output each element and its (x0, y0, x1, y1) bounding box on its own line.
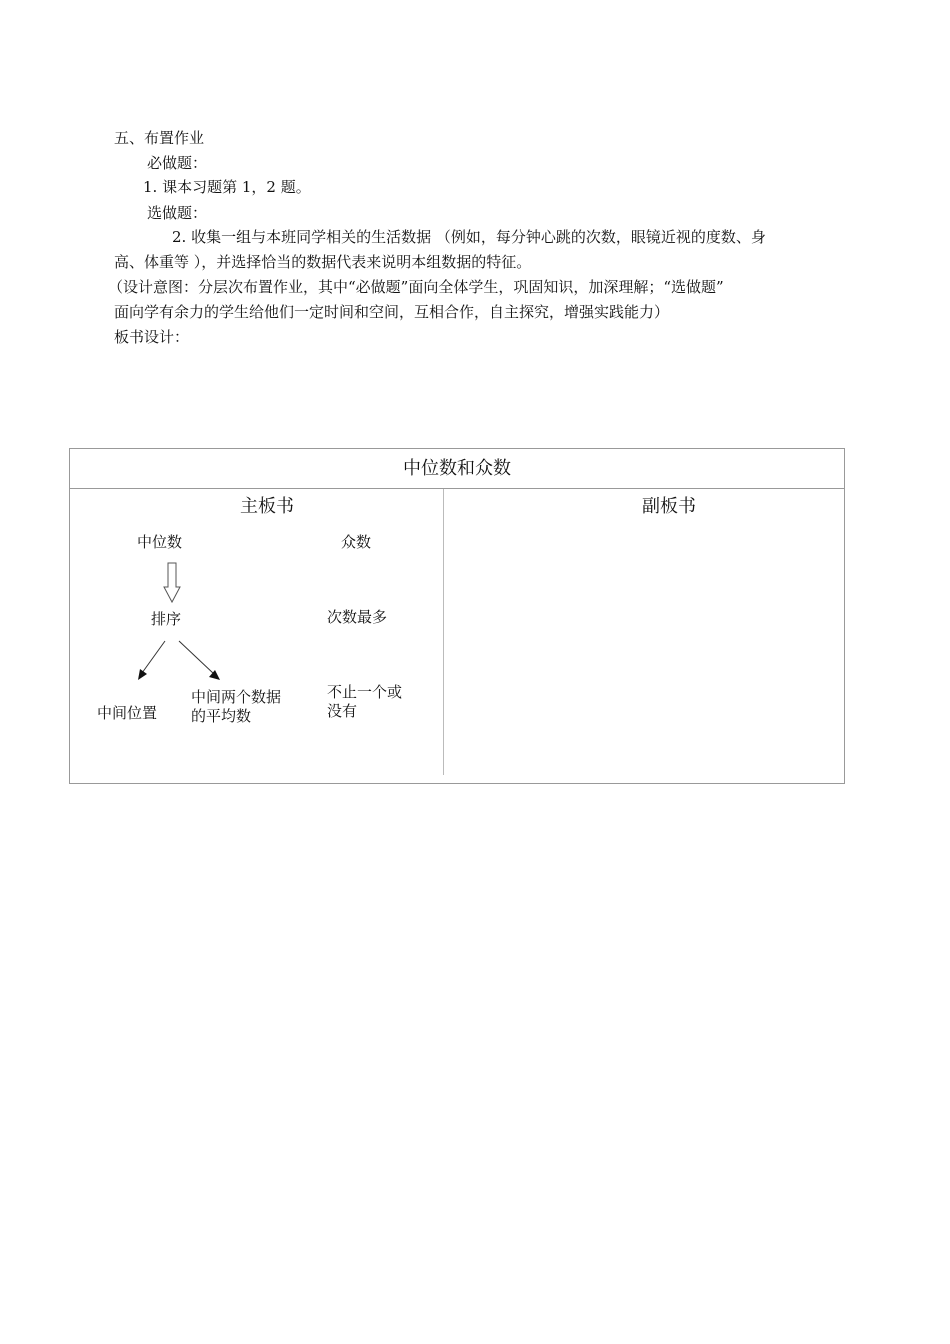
hollow-down-arrow-icon (164, 563, 180, 602)
more-than-one-line2: 没有 (327, 702, 358, 720)
required-item: 1. 课本习题第 1，2 题。 (143, 178, 311, 196)
middle-position-label: 中间位置 (97, 704, 158, 722)
board-design-label: 板书设计： (114, 328, 190, 346)
board-design-table (69, 448, 845, 784)
middle-two-average-line2: 的平均数 (191, 707, 252, 725)
most-frequent-label: 次数最多 (327, 608, 388, 626)
board-title: 中位数和众数 (70, 449, 844, 489)
sort-label: 排序 (151, 610, 182, 628)
median-label: 中位数 (137, 533, 183, 551)
design-intent-line2: 面向学有余力的学生给他们一定时间和空间，互相合作，自主探究，增强实践能力） (114, 303, 670, 321)
flow-arrows (70, 449, 444, 785)
mode-label: 众数 (341, 533, 372, 551)
arrow-to-middle-two-average (179, 641, 214, 674)
more-than-one-line1: 不止一个或 (327, 683, 403, 701)
optional-label: 选做题： (147, 204, 208, 222)
design-intent-line1: （设计意图：分层次布置作业，其中“必做题”面向全体学生，巩固知识，加深理解；“选做题” (108, 278, 724, 296)
arrow-to-middle-position (142, 641, 165, 673)
side-board-heading: 副板书 (642, 496, 696, 517)
arrowhead-left-icon (138, 669, 147, 680)
middle-two-average-line1: 中间两个数据 (191, 688, 282, 706)
optional-item-line2: 高、体重等 ），并选择恰当的数据代表来说明本组数据的特征。 (114, 253, 532, 271)
optional-item-line1: 2. 收集一组与本班同学相关的生活数据 （例如，每分钟心跳的次数，眼镜近视的度数、身 (172, 228, 766, 246)
required-label: 必做题： (147, 154, 208, 172)
main-board-heading: 主板书 (240, 496, 294, 517)
homework-heading: 五、布置作业 (114, 129, 205, 147)
